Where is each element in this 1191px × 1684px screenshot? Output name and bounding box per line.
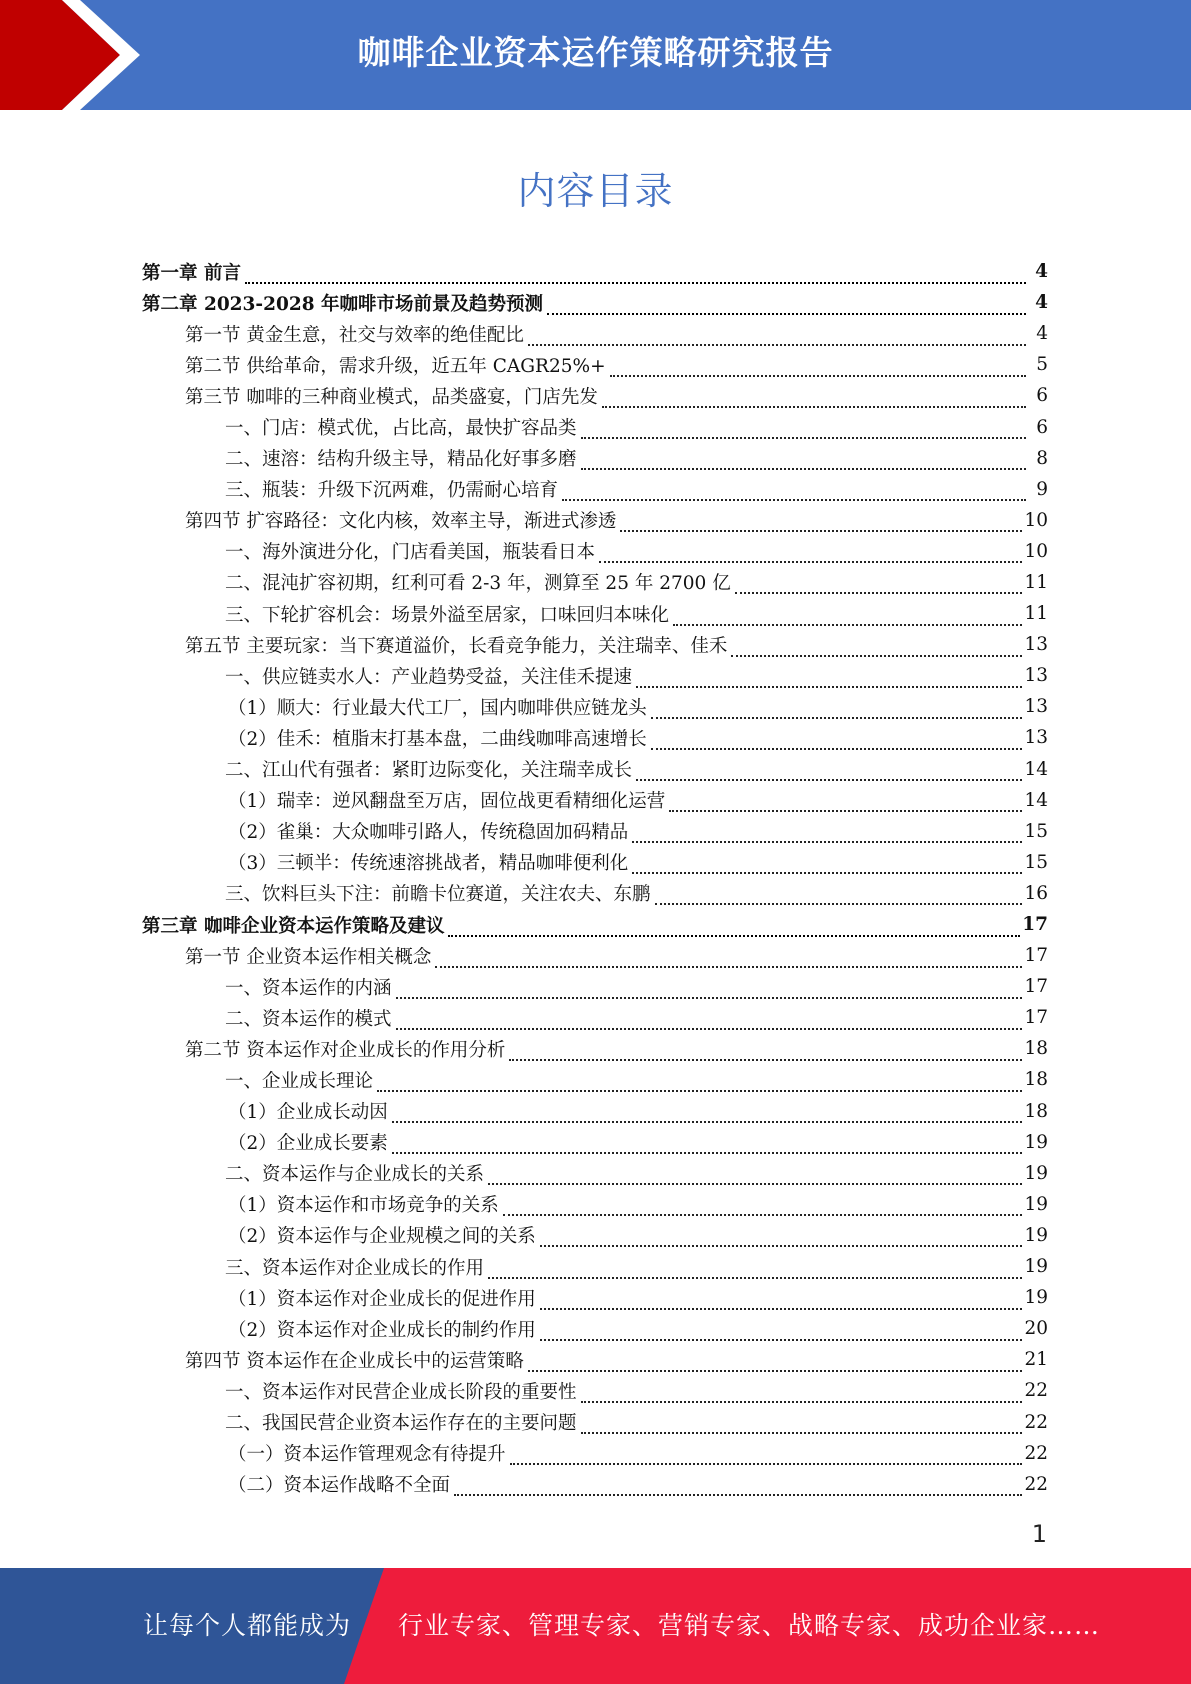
dot-leader [731, 637, 1022, 657]
toc-entry-label: 第一章 前言 [142, 259, 243, 285]
toc-entry-page: 16 [1024, 882, 1048, 904]
toc-entry[interactable] [142, 349, 1048, 380]
toc-entry-page: 11 [1024, 603, 1048, 625]
report-header [0, 0, 1191, 110]
toc-entry-page: 6 [1036, 416, 1048, 438]
toc-entry[interactable] [142, 1127, 1048, 1158]
report-title: 咖啡企业资本运作策略研究报告 [357, 33, 834, 72]
dot-leader [673, 606, 1022, 626]
toc-entry-page: 22 [1024, 1411, 1048, 1433]
toc-entry-page: 19 [1024, 1162, 1048, 1184]
dot-leader [510, 1445, 1023, 1465]
toc-entry-label: 第五节 主要玩家：当下赛道溢价，长看竞争能力，关注瑞幸、佳禾 [185, 632, 729, 658]
toc-entry-label: 第四节 资本运作在企业成长中的运营策略 [185, 1347, 526, 1373]
footer-banner [0, 1568, 1191, 1684]
dot-leader [651, 699, 1023, 719]
toc-entry-label: 一、供应链卖水人：产业趋势受益，关注佳禾提速 [225, 663, 634, 689]
dot-leader [245, 264, 1026, 284]
toc-entry[interactable] [142, 971, 1048, 1002]
toc-entry-page: 13 [1024, 727, 1048, 749]
toc-entry-label: 二、速溶：结构升级主导，精品化好事多磨 [225, 445, 579, 471]
dot-leader [636, 761, 1022, 781]
toc-entry-page: 17 [1022, 914, 1048, 936]
toc-entry-page: 10 [1024, 509, 1048, 531]
dot-leader [581, 450, 1026, 470]
toc-entry-label: 二、江山代有强者：紧盯边际变化，关注瑞幸成长 [225, 756, 634, 782]
toc-entry-label: 一、资本运作的内涵 [225, 974, 394, 1000]
toc-entry[interactable] [142, 909, 1048, 940]
toc-entry-page: 13 [1024, 665, 1048, 687]
toc-entry-page: 22 [1024, 1380, 1048, 1402]
dot-leader [602, 388, 1026, 408]
dot-leader [503, 1196, 1023, 1216]
toc-entry[interactable] [142, 847, 1048, 878]
toc-entry-label: 二、资本运作的模式 [225, 1005, 394, 1031]
toc-entry[interactable] [142, 598, 1048, 629]
dot-leader [636, 668, 1022, 688]
toc-entry-label: （1）企业成长动因 [228, 1098, 390, 1124]
toc-entry-page: 13 [1024, 696, 1048, 718]
toc-entry-page: 15 [1024, 851, 1048, 873]
toc-entry[interactable] [142, 567, 1048, 598]
toc-entry[interactable] [142, 1438, 1048, 1469]
toc-entry-page: 4 [1036, 323, 1048, 345]
dot-leader [509, 1041, 1022, 1061]
toc-entry-label: 一、资本运作对民营企业成长阶段的重要性 [225, 1378, 579, 1404]
dot-leader [651, 730, 1023, 750]
toc-entry-page: 19 [1024, 1256, 1048, 1278]
toc-entry-page: 5 [1036, 354, 1048, 376]
toc-entry[interactable] [142, 1469, 1048, 1500]
toc-entry[interactable] [142, 474, 1048, 505]
toc-entry-page: 19 [1024, 1287, 1048, 1309]
toc-entry-label: （2）雀巢：大众咖啡引路人，传统稳固加码精品 [228, 818, 630, 844]
dot-leader [581, 419, 1026, 439]
toc-entry-page: 18 [1024, 1038, 1048, 1060]
toc-entry-label: （1）顺大：行业最大代工厂，国内咖啡供应链龙头 [228, 694, 649, 720]
dot-leader [454, 1476, 1022, 1496]
toc-entry[interactable] [142, 1158, 1048, 1189]
toc-entry-page: 14 [1024, 789, 1048, 811]
dot-leader [547, 295, 1026, 315]
toc-entry[interactable] [142, 1189, 1048, 1220]
toc-entry-label: （3）三顿半：传统速溶挑战者，精品咖啡便利化 [228, 849, 630, 875]
toc-entry-label: 第二节 资本运作对企业成长的作用分析 [185, 1036, 507, 1062]
toc-entry[interactable] [142, 785, 1048, 816]
toc-entry[interactable] [142, 411, 1048, 442]
toc-entry-label: （1）瑞幸：逆风翻盘至万店，固位战更看精细化运营 [228, 787, 667, 813]
toc-entry-page: 17 [1024, 976, 1048, 998]
toc-entry-page: 17 [1024, 945, 1048, 967]
dot-leader [562, 481, 1026, 501]
toc-entry-label: （1）资本运作对企业成长的促进作用 [228, 1285, 538, 1311]
dot-leader [610, 357, 1026, 377]
toc-entry-label: （2）佳禾：植脂末打基本盘，二曲线咖啡高速增长 [228, 725, 649, 751]
dot-leader [540, 1290, 1023, 1310]
toc-entry-page: 17 [1024, 1007, 1048, 1029]
footer-slogan-left: 让每个人都能成为 [143, 1611, 352, 1640]
toc-entry[interactable] [142, 1251, 1048, 1282]
toc-entry[interactable] [142, 1033, 1048, 1064]
toc-entry-label: 第一节 企业资本运作相关概念 [185, 943, 433, 969]
dot-leader [435, 948, 1022, 968]
dot-leader [620, 512, 1022, 532]
toc-entry-label: 第三节 咖啡的三种商业模式，品类盛宴，门店先发 [185, 383, 600, 409]
toc-entry[interactable] [142, 1220, 1048, 1251]
toc-entry-label: 第二章 2023-2028 年咖啡市场前景及趋势预测 [142, 290, 545, 316]
toc-entry-label: 一、门店：模式优，占比高，最快扩容品类 [225, 414, 579, 440]
toc-entry[interactable] [142, 1406, 1048, 1437]
dot-leader [448, 917, 1020, 937]
toc-entry-label: 二、资本运作与企业成长的关系 [225, 1160, 486, 1186]
dot-leader [599, 543, 1022, 563]
toc-entry-page: 22 [1024, 1442, 1048, 1464]
toc-entry-page: 20 [1024, 1318, 1048, 1340]
toc-entry[interactable] [142, 536, 1048, 567]
toc-entry-label: 第二节 供给革命，需求升级，近五年 CAGR25%+ [185, 352, 608, 378]
toc-entry[interactable] [142, 754, 1048, 785]
toc-entry-page: 18 [1024, 1100, 1048, 1122]
dot-leader [540, 1227, 1023, 1247]
toc-entry[interactable] [142, 878, 1048, 909]
toc-entry-page: 14 [1024, 758, 1048, 780]
toc-entry-label: 一、海外演进分化，门店看美国，瓶装看日本 [225, 538, 597, 564]
toc-entry-page: 19 [1024, 1193, 1048, 1215]
toc-entry[interactable] [142, 380, 1048, 411]
toc-entry-page: 9 [1036, 478, 1048, 500]
toc-entry[interactable] [142, 1064, 1048, 1095]
toc-entry[interactable] [142, 318, 1048, 349]
dot-leader [392, 1103, 1023, 1123]
toc-entry-label: 三、下轮扩容机会：场景外溢至居家，口味回归本味化 [225, 601, 671, 627]
toc-entry[interactable] [142, 1375, 1048, 1406]
toc-entry-label: （2）资本运作对企业成长的制约作用 [228, 1316, 538, 1342]
toc-entry-page: 15 [1024, 820, 1048, 842]
toc-entry-page: 21 [1024, 1349, 1048, 1371]
dot-leader [581, 1383, 1023, 1403]
toc-entry-label: 第四节 扩容路径：文化内核，效率主导，渐进式渗透 [185, 507, 618, 533]
dot-leader [632, 854, 1022, 874]
toc-entry[interactable] [142, 1344, 1048, 1375]
toc-entry-page: 18 [1024, 1069, 1048, 1091]
dot-leader [488, 1259, 1022, 1279]
dot-leader [377, 1072, 1022, 1092]
toc-entry[interactable] [142, 443, 1048, 474]
toc-entry[interactable] [142, 691, 1048, 722]
footer-slogan-right: 行业专家、管理专家、营销专家、战略专家、成功企业家…… [398, 1611, 1101, 1640]
dot-leader [655, 885, 1023, 905]
toc-entry-label: 二、混沌扩容初期，红利可看 2-3 年，测算至 25 年 2700 亿 [225, 569, 733, 595]
toc-entry[interactable] [142, 629, 1048, 660]
table-of-contents [142, 256, 1048, 1500]
toc-entry-label: 第三章 咖啡企业资本运作策略及建议 [142, 912, 446, 938]
dot-leader [581, 1414, 1023, 1434]
toc-entry[interactable] [142, 1002, 1048, 1033]
toc-entry-label: 三、饮料巨头下注：前瞻卡位赛道，关注农夫、东鹏 [225, 880, 653, 906]
toc-entry-page: 11 [1024, 571, 1048, 593]
toc-entry-page: 4 [1035, 292, 1048, 314]
toc-entry-page: 19 [1024, 1131, 1048, 1153]
toc-entry[interactable] [142, 1096, 1048, 1127]
toc-entry-label: 三、资本运作对企业成长的作用 [225, 1254, 486, 1280]
dot-leader [396, 1010, 1023, 1030]
dot-leader [528, 1352, 1023, 1372]
toc-entry-label: 第一节 黄金生意，社交与效率的绝佳配比 [185, 321, 526, 347]
toc-entry-label: （一）资本运作管理观念有待提升 [228, 1440, 508, 1466]
toc-entry-label: （1）资本运作和市场竞争的关系 [228, 1191, 501, 1217]
toc-entry[interactable] [142, 1282, 1048, 1313]
toc-entry-label: （二）资本运作战略不全面 [228, 1471, 452, 1497]
toc-entry-label: （2）资本运作与企业规模之间的关系 [228, 1222, 538, 1248]
dot-leader [540, 1321, 1023, 1341]
toc-entry[interactable] [142, 505, 1048, 536]
toc-entry-label: 二、我国民营企业资本运作存在的主要问题 [225, 1409, 579, 1435]
toc-entry-label: 三、瓶装：升级下沉两难，仍需耐心培育 [225, 476, 560, 502]
toc-entry-label: 一、企业成长理论 [225, 1067, 375, 1093]
dot-leader [392, 1134, 1023, 1154]
toc-entry-page: 6 [1036, 385, 1048, 407]
toc-entry[interactable] [142, 940, 1048, 971]
toc-entry[interactable] [142, 660, 1048, 691]
dot-leader [488, 1165, 1022, 1185]
toc-entry-page: 10 [1024, 540, 1048, 562]
toc-entry[interactable] [142, 816, 1048, 847]
toc-entry-label: （2）企业成长要素 [228, 1129, 390, 1155]
toc-entry-page: 19 [1024, 1224, 1048, 1246]
toc-entry-page: 13 [1024, 634, 1048, 656]
toc-entry-page: 22 [1024, 1473, 1048, 1495]
toc-entry[interactable] [142, 287, 1048, 318]
page-number: 1 [1031, 1520, 1047, 1548]
toc-entry[interactable] [142, 722, 1048, 753]
toc-entry-page: 8 [1036, 447, 1048, 469]
dot-leader [632, 823, 1022, 843]
dot-leader [528, 326, 1026, 346]
toc-entry[interactable] [142, 1313, 1048, 1344]
toc-entry[interactable] [142, 256, 1048, 287]
dot-leader [735, 574, 1023, 594]
toc-entry-page: 4 [1035, 261, 1048, 283]
dot-leader [396, 979, 1023, 999]
toc-heading: 内容目录 [517, 169, 674, 213]
dot-leader [669, 792, 1022, 812]
